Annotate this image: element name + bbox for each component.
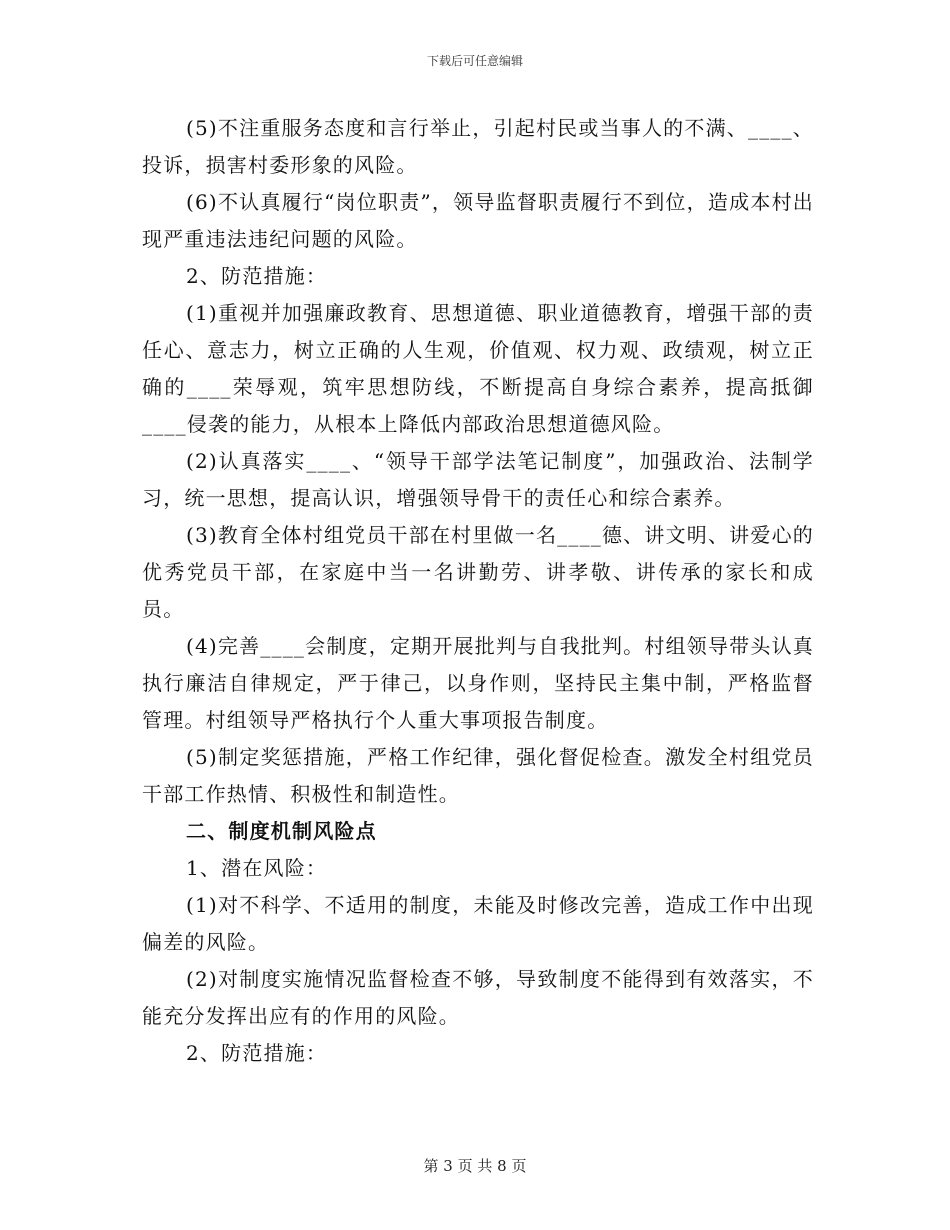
paragraph-measure-4: (4)完善____会制度，定期开展批判与自我批判。村组领导带头认真执行廉洁自律规定，严于律己，以身作则，坚持民主集中制，严格监督管理。村组领导严格执行个人重大事项报告制度。 [142, 634, 814, 732]
paragraph-item-5-service-attitude: (5)不注重服务态度和言行举止，引起村民或当事人的不满、____、投诉，损害村委形象的风险。 [142, 116, 814, 177]
paragraph-measure-5: (5)制定奖惩措施，严格工作纪律，强化督促检查。激发全村组党员干部工作热情、积极性和制造性。 [142, 745, 814, 806]
paragraph-risk-1: (1)对不科学、不适用的制度，未能及时修改完善，造成工作中出现偏差的风险。 [142, 893, 814, 954]
document-body [142, 110, 814, 1072]
section-heading-potential-risk: 1、潜在风险： [186, 856, 328, 880]
section-heading-institutional-risk: 二、制度机制风险点 [186, 819, 377, 843]
page-header: 下载后可任意编辑 [426, 54, 523, 68]
paragraph-item-6-job-duties: (6)不认真履行“岗位职责”，领导监督职责履行不到位，造成本村出现严重违法违纪问题的风险。 [142, 190, 814, 251]
section-heading-prevention-measures: 2、防范措施： [186, 264, 328, 288]
section-heading-prevention-measures-2: 2、防范措施： [186, 1041, 328, 1065]
paragraph-measure-1: (1)重视并加强廉政教育、思想道德、职业道德教育，增强干部的责任心、意志力，树立正确的人生观，价值观、权力观、政绩观，树立正确的____荣辱观，筑牢思想防线，不断提高自身综合素养，提高抵御____侵袭的能力，从根本上降低内部政治思想道德风险。 [142, 301, 814, 436]
page-footer: 第 3 页 共 8 页 [423, 1157, 527, 1175]
paragraph-measure-2: (2)认真落实____、“领导干部学法笔记制度”，加强政治、法制学习，统一思想，提高认识，增强领导骨干的责任心和综合素养。 [142, 449, 814, 510]
paragraph-risk-2: (2)对制度实施情况监督检查不够，导致制度不能得到有效落实，不能充分发挥出应有的作用的风险。 [142, 967, 814, 1028]
paragraph-measure-3: (3)教育全体村组党员干部在村里做一名____德、讲文明、讲爱心的优秀党员干部，在家庭中当一名讲勤劳、讲孝敬、讲传承的家长和成员。 [142, 523, 814, 621]
